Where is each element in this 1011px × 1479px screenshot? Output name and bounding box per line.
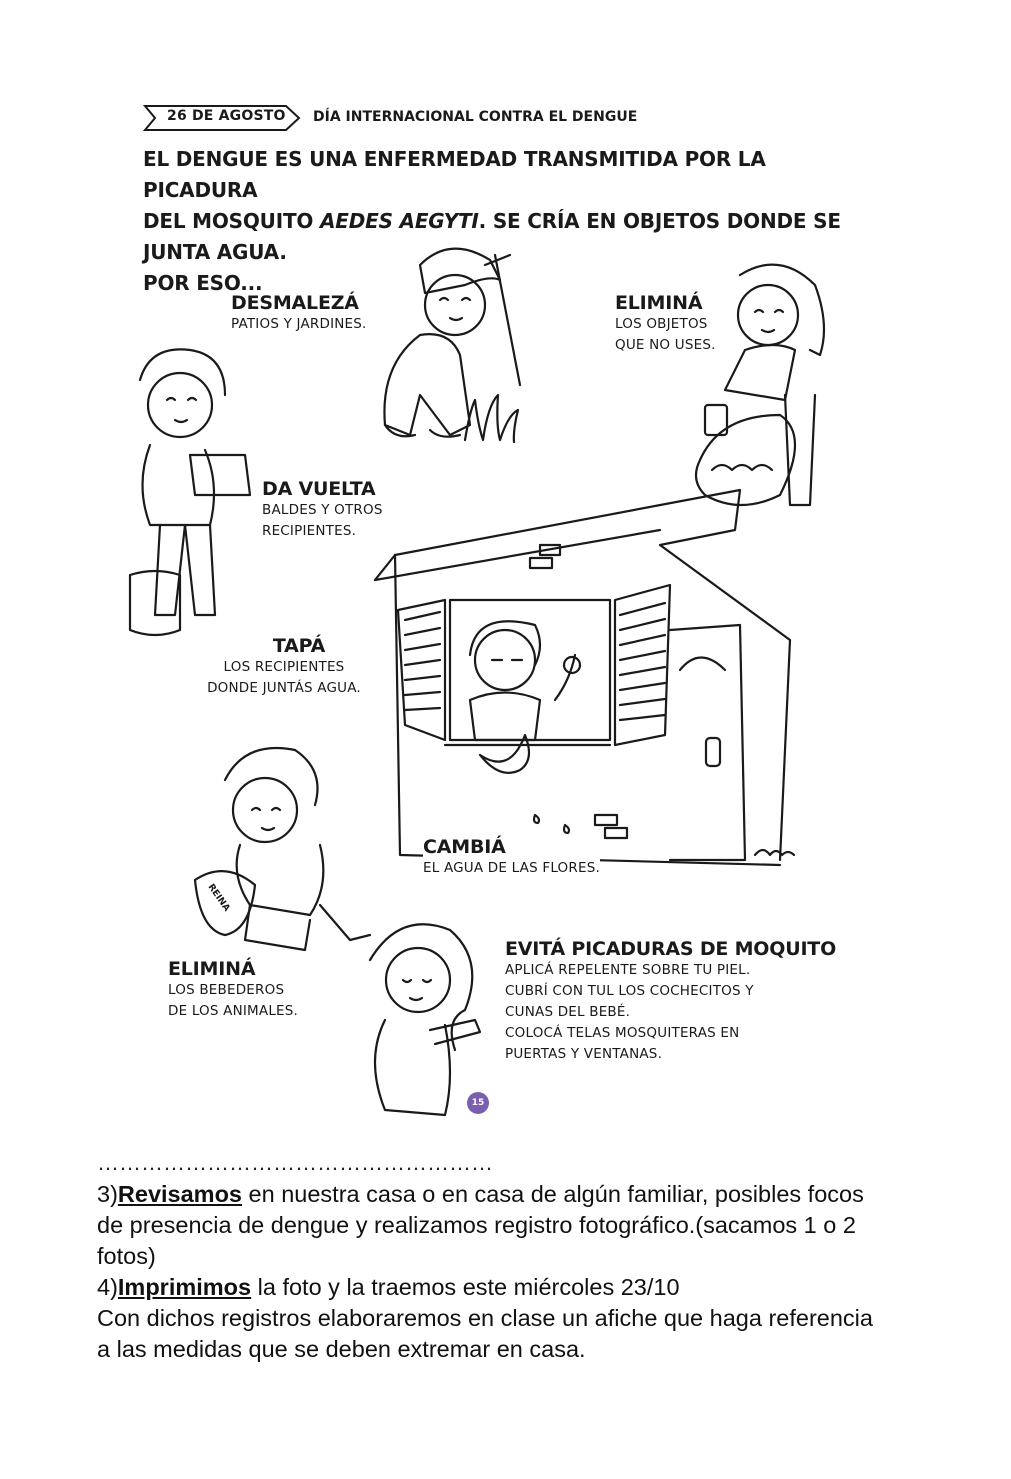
separator-dots: ……………………………………………… bbox=[97, 1150, 493, 1175]
activity-title: ELIMINÁ bbox=[615, 292, 703, 314]
activity-desc: DE LOS ANIMALES. bbox=[168, 1003, 299, 1019]
activity-desc: PUERTAS Y VENTANAS. bbox=[505, 1046, 663, 1062]
boy-weeding-illustration bbox=[384, 249, 520, 442]
activity-title: CAMBIÁ bbox=[423, 836, 506, 858]
instruction-line: 4)Imprimimos la foto y la traemos este miércoles 23/10 bbox=[97, 1274, 680, 1300]
instruction-keyword: Imprimimos bbox=[117, 1274, 252, 1300]
activity-da-vuelta bbox=[262, 478, 383, 542]
closing-paragraph bbox=[97, 1303, 957, 1365]
closing-line: a las medidas que se deben extremar en casa. bbox=[97, 1336, 586, 1362]
activity-cambia bbox=[423, 836, 600, 879]
activity-title: EVITÁ PICADURAS DE MOQUITO bbox=[505, 938, 837, 960]
bowl-label: REINA bbox=[205, 882, 232, 914]
closing-line: Con dichos registros elaboraremos en clase un afiche que haga referencia bbox=[97, 1305, 873, 1331]
instruction-line: 3)Revisamos en nuestra casa o en casa de algún familiar, posibles focos bbox=[97, 1181, 864, 1207]
activity-desc: CUNAS DEL BEBÉ. bbox=[505, 1004, 631, 1020]
activity-title: DA VUELTA bbox=[262, 478, 376, 500]
activity-tapa bbox=[194, 635, 374, 699]
activity-evita bbox=[505, 938, 836, 1065]
boy-bowl-illustration bbox=[195, 748, 370, 950]
activity-title: TAPÁ bbox=[272, 635, 326, 657]
activity-elimina-bebederos bbox=[168, 958, 298, 1022]
activity-title: DESMALEZÁ bbox=[231, 292, 359, 314]
boy-bucket-illustration bbox=[130, 349, 250, 635]
activity-desc: BALDES Y OTROS bbox=[262, 502, 383, 518]
activity-desc: APLICÁ REPELENTE SOBRE TU PIEL. bbox=[505, 962, 751, 978]
activity-elimina-objetos bbox=[615, 292, 716, 356]
instruction-item-4 bbox=[97, 1272, 957, 1303]
activity-desc: DONDE JUNTÁS AGUA. bbox=[207, 680, 361, 696]
activity-title: ELIMINÁ bbox=[168, 958, 256, 980]
activity-desc: COLOCÁ TELAS MOSQUITERAS EN bbox=[505, 1025, 740, 1041]
activity-desc: PATIOS Y JARDINES. bbox=[231, 316, 367, 332]
activity-desc: LOS OBJETOS bbox=[615, 316, 708, 332]
activity-desc: RECIPIENTES. bbox=[262, 523, 357, 539]
page-number-badge: 15 bbox=[467, 1092, 489, 1114]
intro-line-4: POR ESO... bbox=[143, 271, 263, 295]
date-badge-text: 26 DE AGOSTO bbox=[167, 108, 286, 124]
activity-desmaleza bbox=[231, 292, 367, 335]
activity-desc: LOS RECIPIENTES bbox=[223, 659, 345, 675]
instruction-item-3 bbox=[97, 1179, 957, 1272]
instruction-line: de presencia de dengue y realizamos registro fotográfico.(sacamos 1 o 2 bbox=[97, 1212, 856, 1238]
instruction-line: fotos) bbox=[97, 1243, 156, 1269]
activity-desc: CUBRÍ CON TUL LOS COCHECITOS Y bbox=[505, 983, 754, 999]
intro-line-3: JUNTA AGUA. bbox=[143, 240, 287, 264]
intro-line-1: EL DENGUE ES UNA ENFERMEDAD TRANSMITIDA POR LA PICADURA bbox=[143, 147, 766, 202]
intro-line-2: DEL MOSQUITO AEDES AEGYTI. SE CRÍA EN OBJETOS DONDE SE bbox=[143, 209, 841, 233]
house-illustration bbox=[375, 490, 794, 865]
instruction-keyword: Revisamos bbox=[117, 1181, 243, 1207]
girl-repellent-illustration bbox=[370, 924, 480, 1115]
activity-desc: QUE NO USES. bbox=[615, 337, 716, 353]
activity-desc: EL AGUA DE LAS FLORES. bbox=[423, 860, 600, 876]
activity-desc: LOS BEBEDEROS bbox=[168, 982, 285, 998]
mosquito-species: AEDES AEGYTI bbox=[319, 209, 479, 233]
header-title: DÍA INTERNACIONAL CONTRA EL DENGUE bbox=[313, 109, 638, 125]
